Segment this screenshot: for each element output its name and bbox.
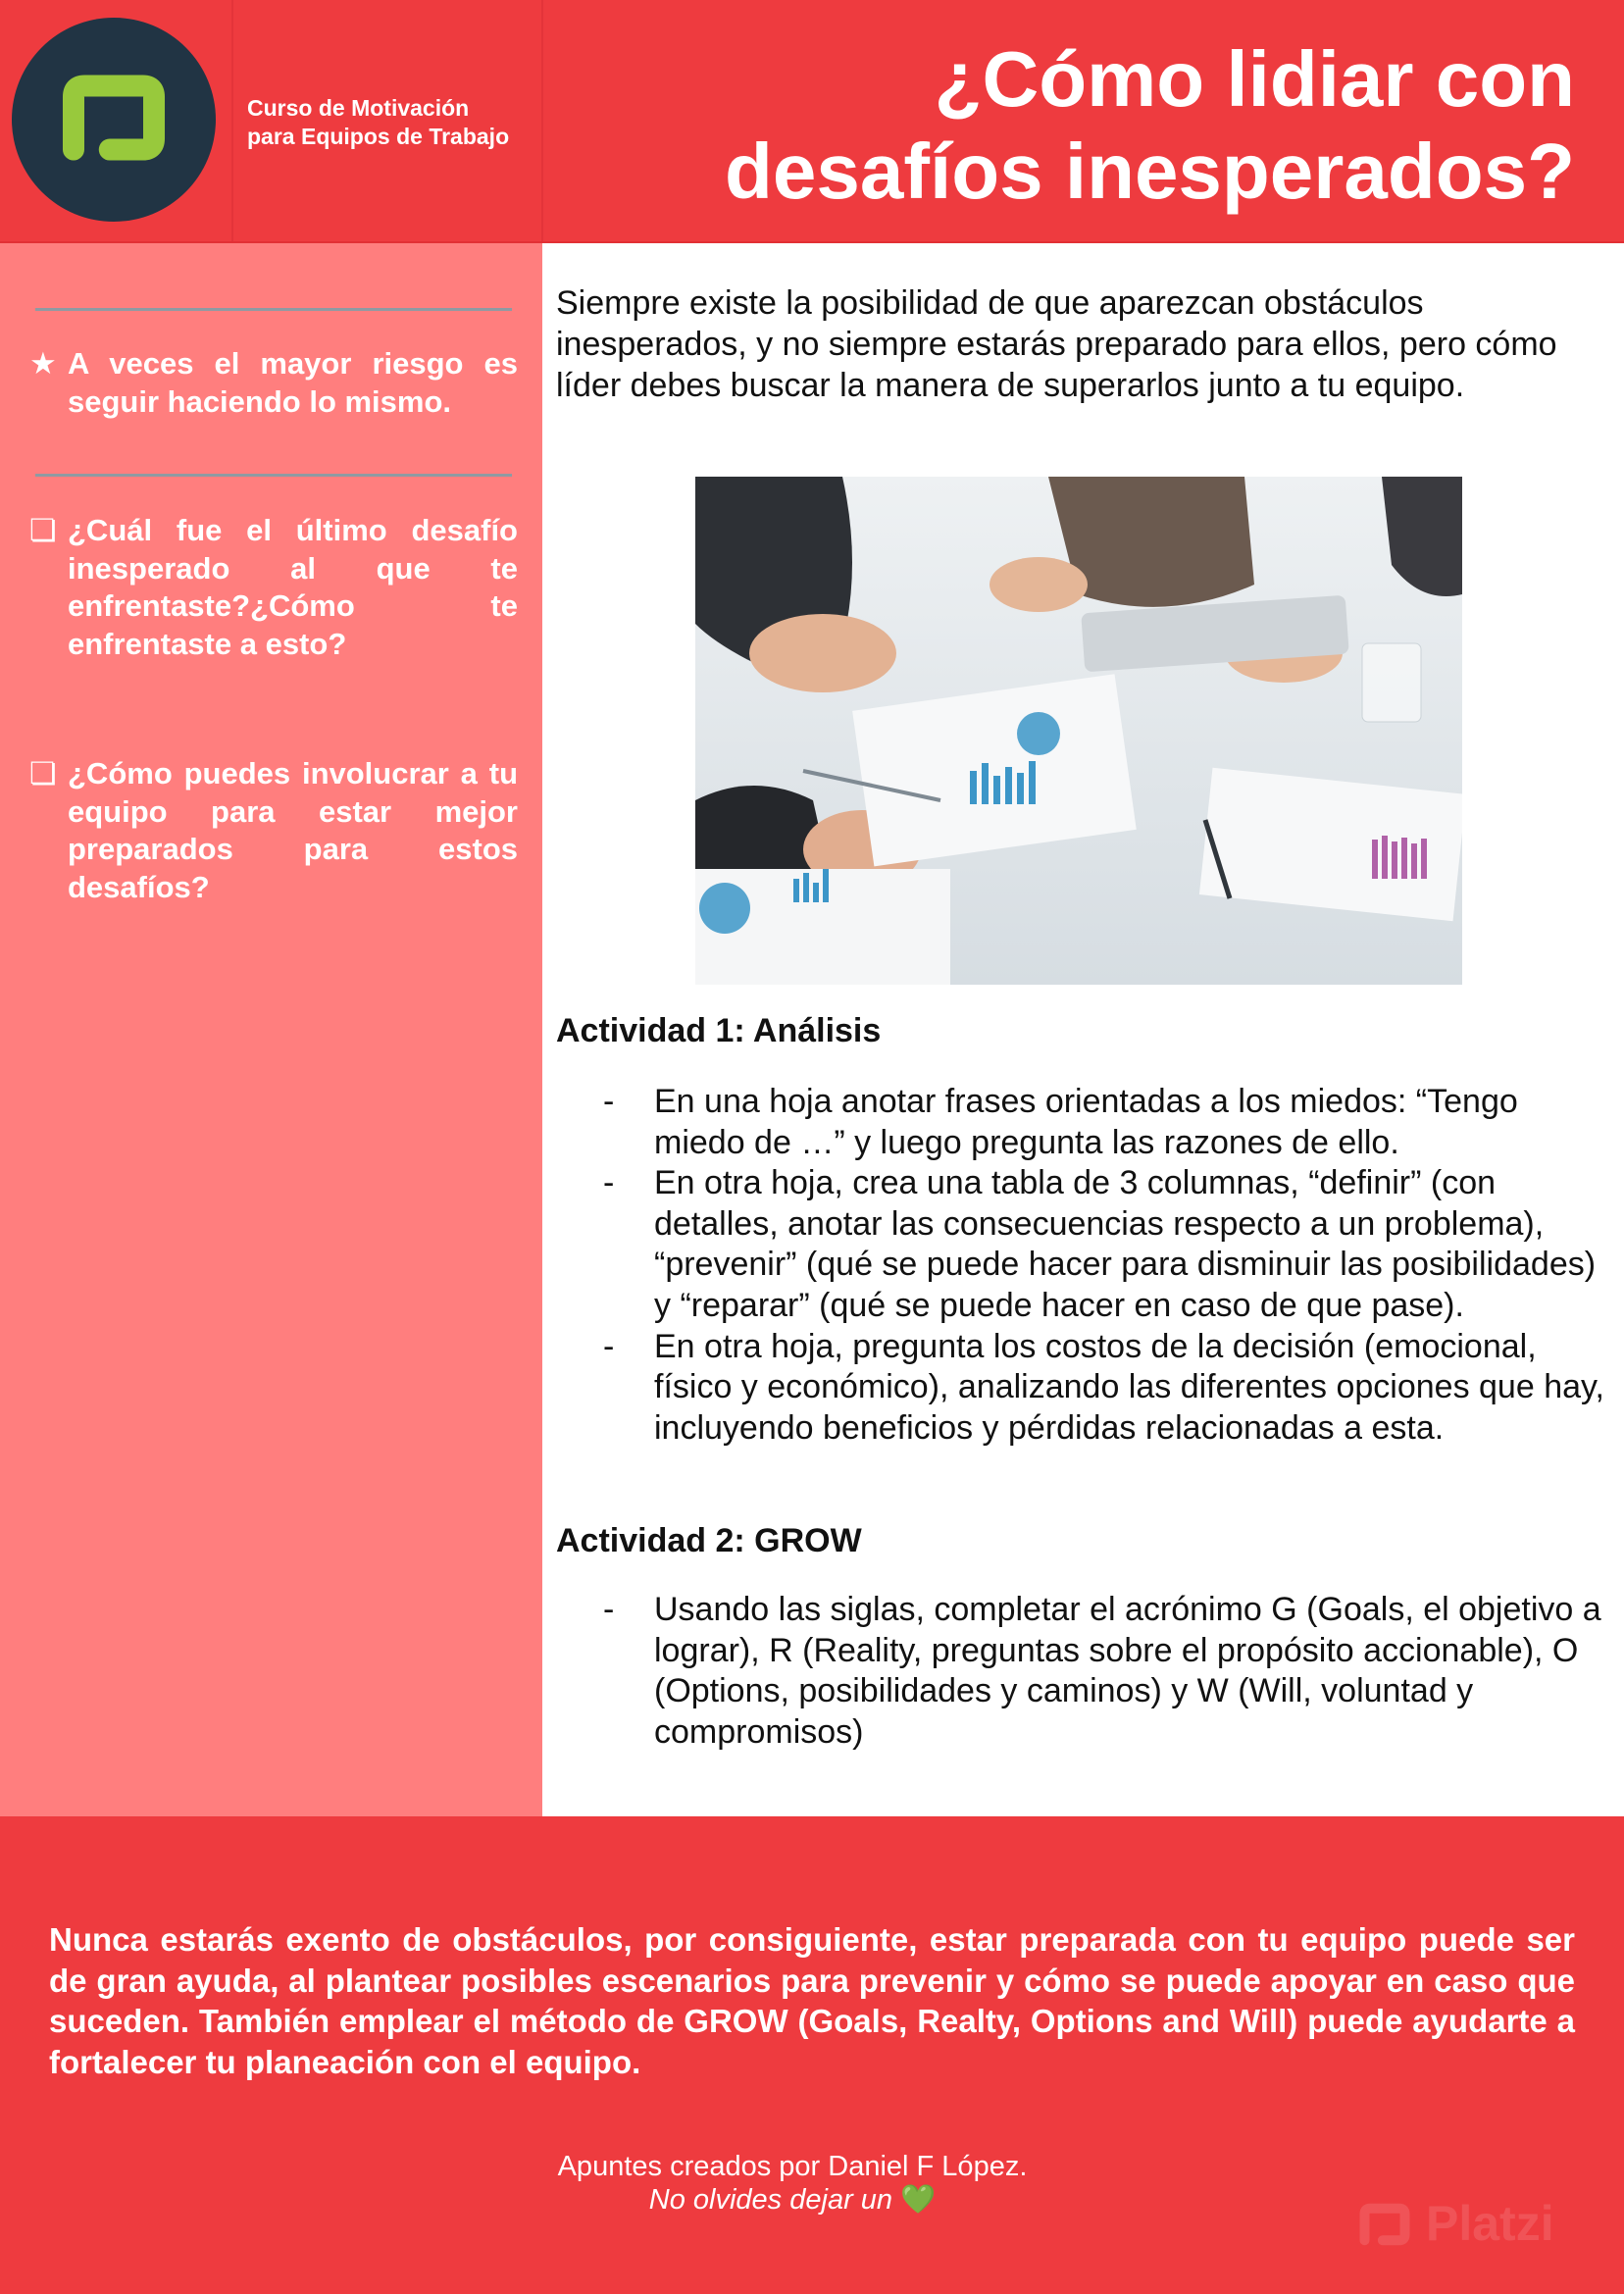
star-icon: ★	[29, 346, 57, 381]
checkbox-icon: ❏	[29, 756, 57, 790]
course-title	[247, 94, 541, 151]
course-title-line: Curso de Motivación	[247, 95, 470, 121]
page-title-line: ¿Cómo lidiar con	[934, 35, 1575, 123]
platzi-logo-icon	[12, 18, 216, 222]
intro-paragraph: Siempre existe la posibilidad de que aparezcan obstáculos inesperados, y no siempre estarás preparado para ellos, pero cómo líder debes buscar la manera de superarlos junto a tu equipo.	[556, 284, 1557, 404]
sidebar-divider	[35, 308, 512, 311]
sidebar-question	[29, 512, 518, 663]
list-item	[556, 1327, 1605, 1450]
header	[0, 0, 1624, 243]
list-item-text: Usando las siglas, completar el acrónimo G (Goals, el objetivo a lograr), R (Reality, preguntas sobre el propósito accionable), O (Options, posibilidades y caminos) y W (Will, voluntad y compromisos)	[654, 1591, 1601, 1751]
list-item	[556, 1163, 1605, 1326]
dash-bullet: -	[603, 1083, 615, 1120]
header-divider	[541, 0, 543, 241]
sidebar	[0, 243, 542, 1816]
dash-bullet: -	[603, 1164, 615, 1202]
checkbox-icon: ❏	[29, 513, 57, 547]
sidebar-question-text: ¿Cómo puedes involucrar a tu equipo para estar mejor preparados para estos desafíos?	[68, 756, 518, 904]
footer-credit: Apuntes creados por Daniel F López.	[557, 2151, 1028, 2182]
business-meeting-photo	[695, 477, 1462, 985]
sidebar-divider	[35, 474, 512, 477]
green-heart-icon: 💚	[900, 2184, 937, 2216]
platzi-watermark	[1336, 2175, 1610, 2278]
sidebar-quote	[29, 345, 518, 421]
sidebar-question-text: ¿Cuál fue el último desafío inesperado al que te enfrentaste?¿Cómo te enfrentaste a esto?	[68, 513, 518, 661]
dash-bullet: -	[603, 1327, 615, 1365]
activity-1-list	[556, 1082, 1605, 1449]
activity-1-title: Actividad 1: Análisis	[556, 1012, 882, 1049]
sidebar-quote-text: A veces el mayor riesgo es seguir haciendo lo mismo.	[68, 346, 518, 419]
list-item-text: En otra hoja, pregunta los costos de la decisión (emocional, físico y económico), analizando las diferentes opciones que hay, incluyendo beneficios y pérdidas relacionadas a esta.	[654, 1327, 1604, 1447]
page-title-line: desafíos inesperados?	[725, 127, 1575, 215]
list-item-text: En una hoja anotar frases orientadas a los miedos: “Tengo miedo de …” y luego pregunta las razones de ello.	[654, 1083, 1518, 1161]
list-item	[556, 1590, 1605, 1753]
list-item	[556, 1082, 1605, 1163]
activity-2-title: Actividad 2: GROW	[556, 1522, 862, 1559]
footer-note-text: No olvides dejar un	[648, 2184, 893, 2216]
sidebar-question	[29, 755, 518, 906]
course-title-line: para Equipos de Trabajo	[247, 124, 510, 149]
activity-2-list	[556, 1590, 1605, 1753]
page-title	[594, 33, 1575, 218]
watermark-text: Platzi	[1426, 2196, 1554, 2251]
footer-summary: Nunca estarás exento de obstáculos, por consiguiente, estar preparada con tu equipo puede ser de gran ayuda, al plantear posibles escenarios para prevenir y cómo se puede apoyar en caso que suceden. También emplear el método de GROW (Goals, Realty, Options and Will) puede ayudarte a fortalecer tu planeación con el equipo.	[49, 1921, 1575, 2080]
header-divider	[231, 0, 233, 241]
dash-bullet: -	[603, 1591, 615, 1628]
list-item-text: En otra hoja, crea una tabla de 3 columnas, “definir” (con detalles, anotar las consecuencias respecto a un problema), “prevenir” (qué se puede hacer para disminuir las posibilidades) y “reparar” (qué se puede hacer en caso de que pase).	[654, 1164, 1597, 1324]
